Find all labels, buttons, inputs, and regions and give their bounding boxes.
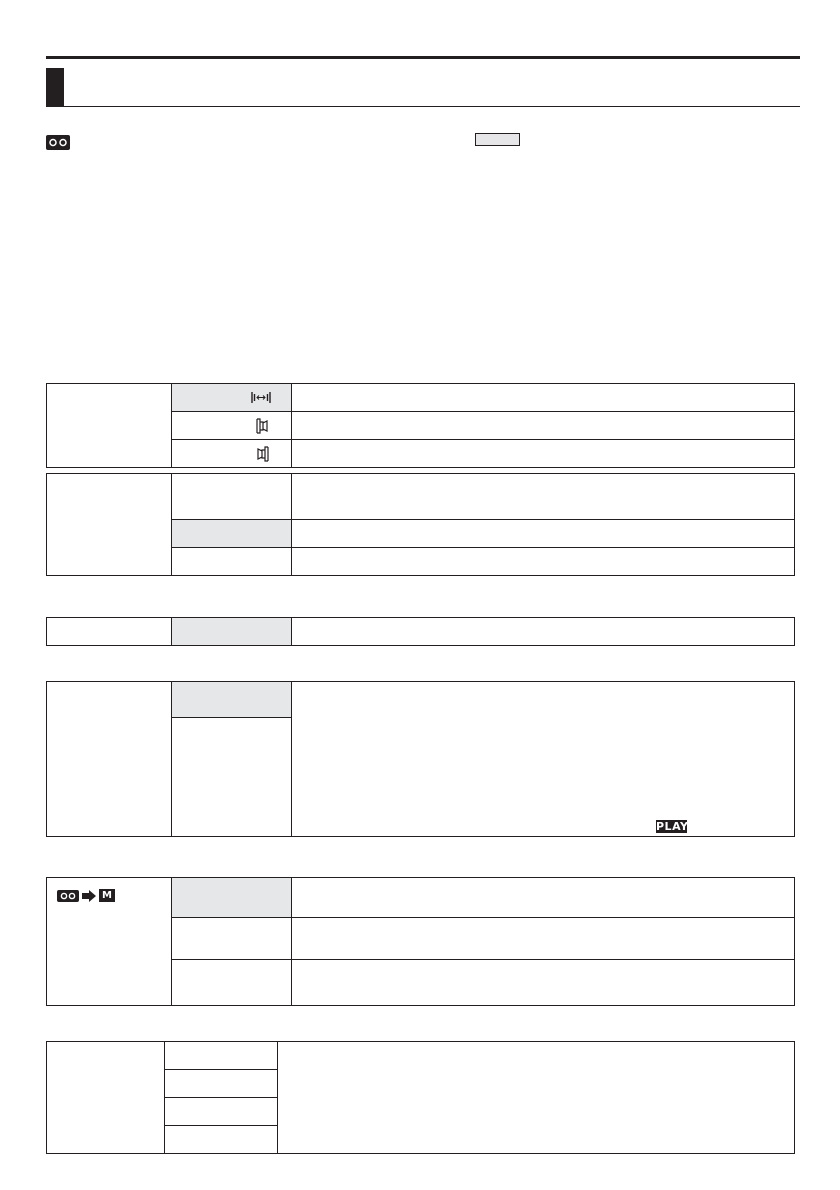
option-cell	[172, 718, 292, 837]
option-description	[292, 618, 795, 646]
setting-default-key	[475, 133, 520, 146]
option-cell	[172, 960, 292, 1006]
table-row-label	[47, 1042, 165, 1154]
option-cell	[165, 1126, 278, 1154]
option-description	[292, 960, 795, 1006]
stereo-mic-icon	[251, 391, 271, 404]
option-cell	[172, 918, 292, 960]
option-description	[292, 474, 795, 520]
tape-icon	[57, 890, 79, 902]
option-description	[292, 682, 795, 837]
option-description	[292, 520, 795, 548]
sound-settings-table	[46, 473, 795, 576]
table-row-label	[47, 618, 172, 646]
mic-settings-table	[46, 383, 795, 468]
option-description	[292, 412, 795, 440]
option-description	[292, 918, 795, 960]
option-front-mic	[172, 412, 292, 440]
option-description	[292, 548, 795, 576]
memory-icon: M	[99, 889, 115, 902]
option-description	[292, 384, 795, 412]
section-marker	[46, 68, 64, 106]
option-cell	[165, 1070, 278, 1098]
front-mic-icon	[256, 418, 269, 434]
list-settings-table	[46, 1041, 795, 1154]
option-cell	[165, 1042, 278, 1070]
top-rule	[46, 56, 800, 59]
option-wide-mic	[172, 384, 292, 412]
tape-to-memory-icon	[57, 889, 115, 902]
tape-mode-icon	[46, 135, 70, 150]
table-row-label	[47, 682, 172, 837]
option-cell-default	[172, 878, 292, 918]
option-rear-mic	[172, 440, 292, 468]
option-cell-default	[172, 520, 292, 548]
rear-mic-icon	[256, 446, 269, 462]
arrow-right-icon	[82, 890, 96, 902]
option-description	[292, 440, 795, 468]
option-cell	[172, 548, 292, 576]
single-option-table	[46, 617, 795, 646]
table-row-label	[47, 384, 172, 468]
option-cell-default	[172, 618, 292, 646]
option-cell-default	[172, 682, 292, 718]
play-badge-icon: PLAY	[656, 820, 689, 833]
playback-settings-table	[46, 681, 795, 837]
option-cell	[172, 474, 292, 520]
table-row-label	[47, 878, 172, 1006]
table-row-label	[47, 474, 172, 576]
header-underline	[46, 106, 800, 107]
dubbing-settings-table	[46, 877, 795, 1006]
option-description	[278, 1042, 795, 1154]
option-description	[292, 878, 795, 918]
option-cell	[165, 1098, 278, 1126]
